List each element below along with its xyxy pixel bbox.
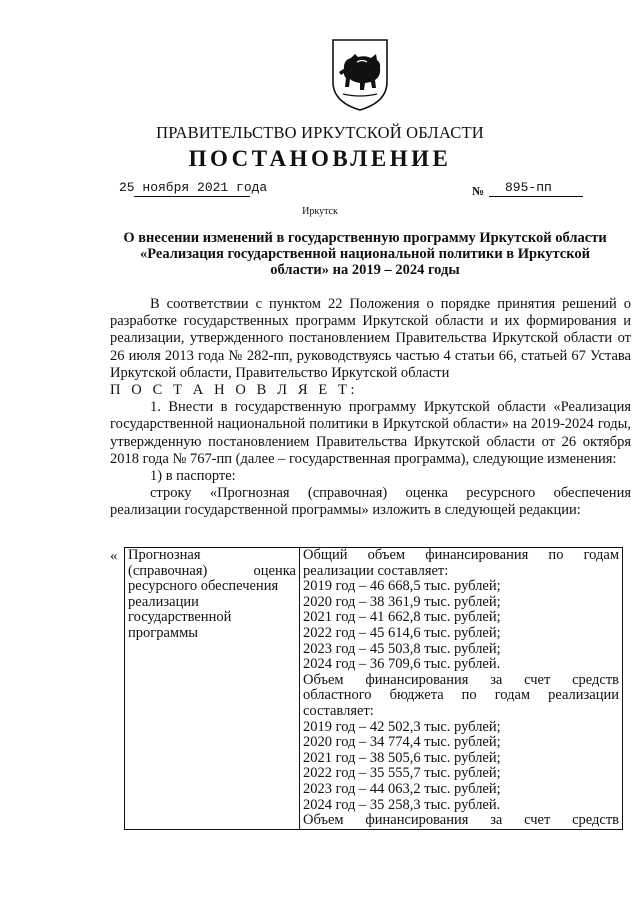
document-body	[110, 296, 631, 520]
passport-table	[124, 547, 623, 830]
continued-line: Объем финансирования за счет средств	[303, 812, 619, 829]
document-date: 25 ноября 2021 года	[119, 180, 268, 195]
label-line: программы	[128, 624, 198, 641]
total-year-line: 2024 год – 36 709,6 тыс. рублей.	[303, 656, 501, 673]
instruction-paragraph: строку «Прогнозная (справочная) оценка ресурсного обеспечения реализации государственной программы» изложить в следующей редакции:	[110, 485, 631, 519]
label-line: (справочная) оценка	[128, 562, 296, 579]
table-row	[125, 548, 623, 830]
city-name: Иркутск	[302, 206, 338, 217]
regional-year-line: 2020 год – 34 774,4 тыс. рублей;	[303, 734, 501, 751]
number-underline	[489, 196, 583, 197]
regional-heading-line: составляет:	[303, 702, 374, 719]
regional-year-line: 2021 год – 38 505,6 тыс. рублей;	[303, 749, 501, 766]
regional-year-line: 2023 год – 44 063,2 тыс. рублей;	[303, 780, 501, 797]
total-year-line: 2020 год – 38 361,9 тыс. рублей;	[303, 593, 501, 610]
total-year-line: 2023 год – 45 503,8 тыс. рублей;	[303, 640, 501, 657]
number-sign: №	[472, 184, 485, 198]
total-year-line: 2022 год – 45 614,6 тыс. рублей;	[303, 624, 501, 641]
document-number: 895-пп	[505, 180, 552, 195]
label-line: Прогнозная	[128, 547, 201, 563]
coat-of-arms-icon	[329, 38, 391, 112]
document-type: ПОСТАНОВЛЕНИЕ	[188, 146, 452, 171]
row-label-cell	[125, 548, 300, 830]
label-line: реализации	[128, 593, 199, 610]
label-line: ресурсного обеспечения	[128, 578, 279, 595]
total-heading-line: Общий объем финансирования по годам	[303, 547, 619, 563]
document-title: О внесении изменений в государственную программу Иркутской области «Реализация государственной национальной политики в Иркутской области» на 2019 – 2024 годы	[123, 230, 607, 278]
opening-quote: «	[110, 548, 118, 564]
government-name: ПРАВИТЕЛЬСТВО ИРКУТСКОЙ ОБЛАСТИ	[156, 123, 484, 142]
total-heading-line: реализации составляет:	[303, 562, 449, 579]
subitem-paragraph: 1) в паспорте:	[150, 468, 236, 485]
total-year-line: 2021 год – 41 662,8 тыс. рублей;	[303, 609, 501, 626]
regional-year-line: 2022 год – 35 555,7 тыс. рублей;	[303, 765, 501, 782]
label-line: государственной	[128, 609, 232, 626]
regional-heading-line: областного бюджета по годам реализации	[303, 687, 619, 704]
regional-year-line: 2019 год – 42 502,3 тыс. рублей;	[303, 718, 501, 735]
preamble-paragraph: В соответствии с пунктом 22 Положения о порядке принятия решений о разработке государственных программ Иркутской области и их формирования и реализации, утвержденного постановлением Правительства Иркутской области от 26 июля 2013 года № 282-пп, руководствуясь частью 4 статьи 66, статьей 67 Устава Иркутской области, Правительство Иркутской области	[110, 296, 631, 381]
regional-heading-line: Объем финансирования за счет средств	[303, 671, 619, 688]
row-value-cell	[300, 548, 623, 830]
resolves-heading: П О С Т А Н О В Л Я Е Т:	[110, 382, 359, 399]
total-year-line: 2019 год – 46 668,5 тыс. рублей;	[303, 578, 501, 595]
date-underline	[134, 196, 250, 197]
item-1-paragraph: 1. Внести в государственную программу Иркутской области «Реализация государственной национальной политики в Иркутской области» на 2019-2024 годы, утвержденную постановлением Правительства Иркутской области от 26 октября 2018 года № 767-пп (далее – государственная программа), следующие изменения:	[110, 399, 631, 467]
regional-year-line: 2024 год – 35 258,3 тыс. рублей.	[303, 796, 501, 813]
